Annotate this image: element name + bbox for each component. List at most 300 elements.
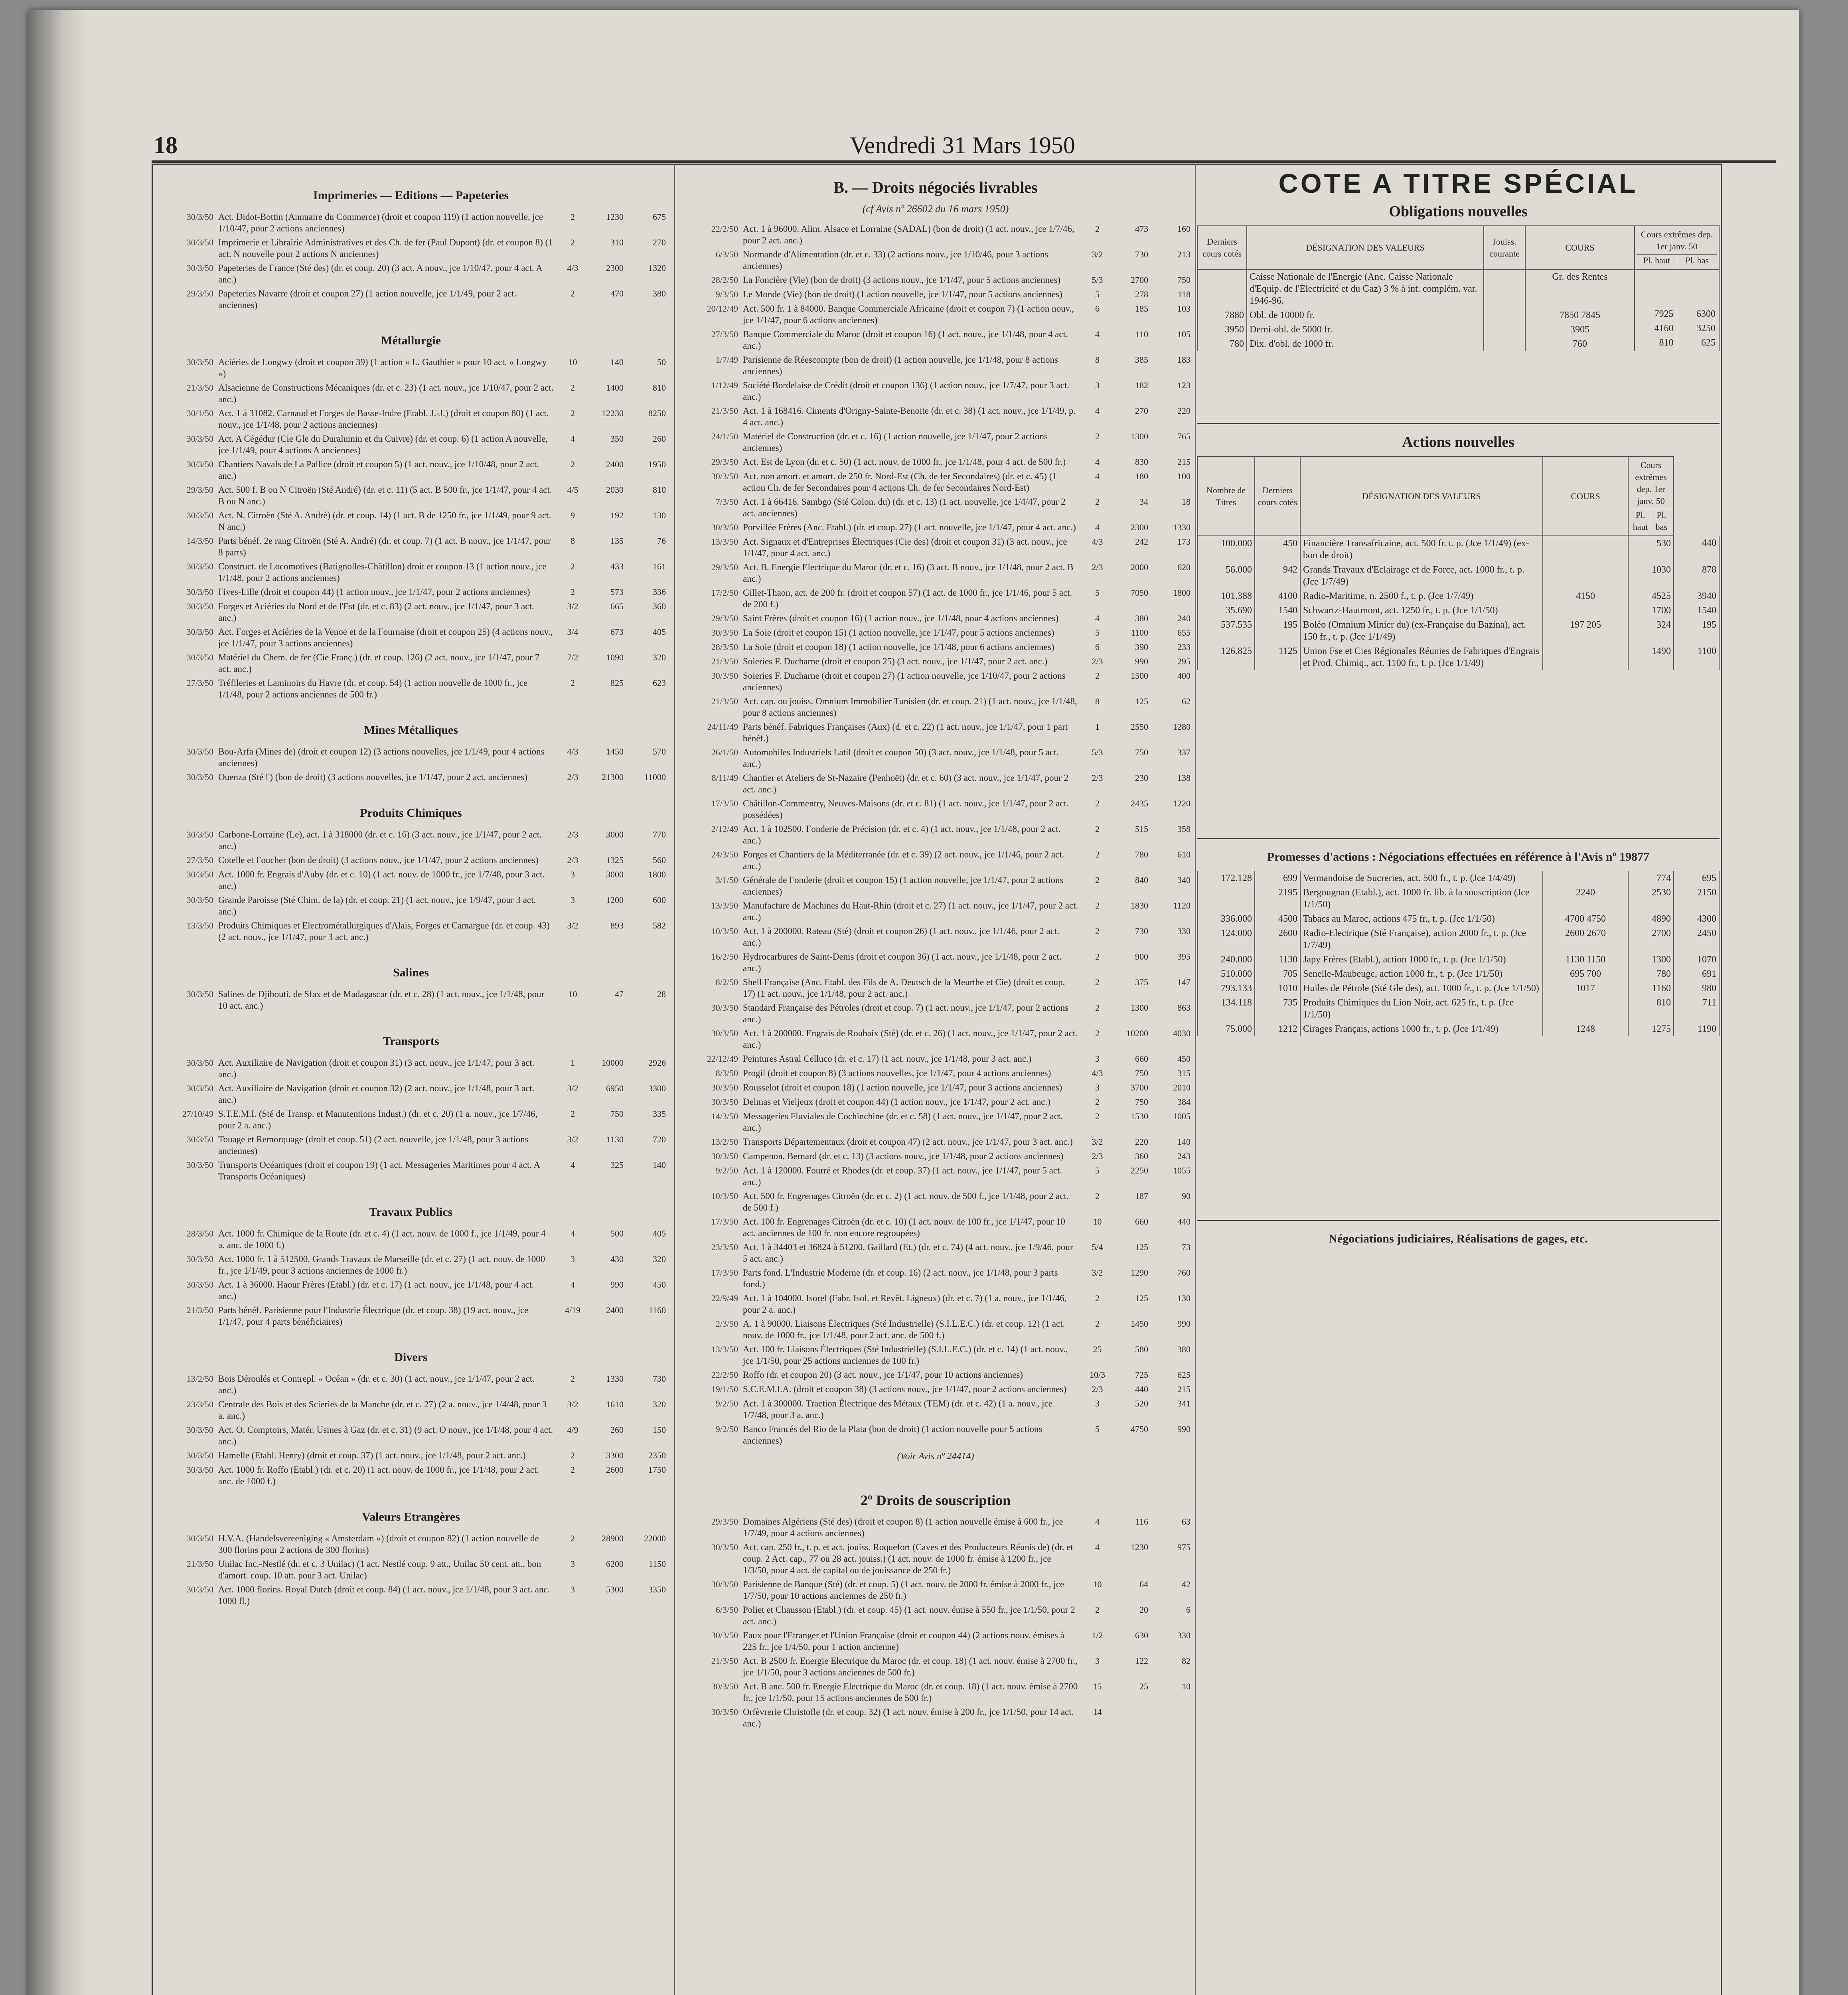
act-cote: 1125 [1255, 644, 1300, 670]
row-designation: Act. 1 à 66416. Sambgo (Sté Colon. du) (dr. et c. 13) (1 act. nouvelle, jce 1/4/47, pour 2 act. anciennes) [743, 497, 1066, 518]
oblig-haut: 810 [1659, 338, 1674, 348]
row-designation: La Soie (droit et coupon 15) (1 action nouvelle, jce 1/1/47, pour 5 actions anciennes) [743, 628, 1054, 638]
row-date: 22/12/49 [707, 1054, 738, 1064]
prom-des: Bergougnan (Etabl.), act. 1000 fr. lib. à la souscription (Jce 1/1/50) [1300, 885, 1543, 912]
row-date: 28/2/50 [711, 275, 738, 285]
row-high: 21300 [602, 772, 624, 782]
act-head-n: Nombre de Titres [1197, 456, 1255, 536]
row-low: 50 [657, 357, 666, 367]
row-ratio: 8 [571, 536, 575, 546]
row-ratio: 5/3 [1092, 275, 1103, 285]
row-high: 34 [1139, 497, 1148, 507]
row-designation: Aciéries de Longwy (droit et coupon 39) (1 action « L. Gauthier » pour 10 act. « Longwy ») [218, 357, 547, 379]
row-low: 655 [1177, 628, 1191, 638]
row-date: 29/3/50 [711, 1517, 738, 1527]
row-ratio: 2/3 [567, 830, 578, 839]
row-high: 2250 [1131, 1165, 1148, 1175]
row-ratio: 2 [1095, 671, 1100, 681]
row-high: 1200 [606, 895, 624, 905]
row-date: 30/3/50 [711, 1542, 738, 1552]
row-ratio: 2 [1095, 1605, 1100, 1615]
row-high: 673 [610, 627, 624, 637]
row-date: 29/3/50 [711, 457, 738, 467]
row-low: 103 [1177, 304, 1191, 314]
act-bas: 3940 [1674, 589, 1719, 603]
row-designation: Act. 500 fr. Engrenages Citroën (dr. et c. 2) (1 act. nouv. de 500 f., jce 1/1/48, pour 2 act. de 500 f.) [743, 1191, 1069, 1213]
row-date: 8/3/50 [715, 1068, 738, 1078]
row-date: 9/2/50 [715, 1165, 738, 1175]
row-designation: Matériel du Chem. de fer (Cie Franç.) (dr. et coup. 126) (2 act. nouv., jce 1/1/47, pour 7 act. anc.) [218, 652, 540, 674]
row-ratio: 3 [571, 895, 575, 905]
row-designation: Grande Paroisse (Sté Chim. de la) (dr. et coup. 21) (1 act. nouv., jce 1/9/47, pour 3 act. anc.) [218, 895, 536, 917]
row-ratio: 5 [1095, 588, 1100, 598]
row-high: 750 [1135, 1068, 1148, 1078]
row-date: 1/12/49 [711, 380, 738, 390]
row-date: 8/11/49 [711, 773, 738, 783]
row-designation: Salines de Djibouti, de Sfax et de Madagascar (dr. et c. 28) (1 act. nouv., jce 1/1/48, pour 10 act. anc.) [218, 989, 545, 1011]
row-low: 450 [1177, 1054, 1191, 1064]
prom-bas: 980 [1674, 981, 1719, 996]
row-ratio: 4/3 [567, 747, 578, 757]
prom-cours: 1248 [1543, 1022, 1628, 1036]
row-high: 1450 [606, 747, 624, 757]
row-date: 30/1/50 [186, 408, 213, 418]
row-low: 2010 [1173, 1082, 1191, 1092]
row-ratio: 8 [1095, 355, 1100, 365]
row-date: 22/9/49 [711, 1293, 738, 1303]
row-date: 30/3/50 [186, 1254, 213, 1264]
row-high: 1325 [606, 855, 624, 865]
row-low: 380 [653, 288, 666, 298]
row-high: 20 [1139, 1605, 1148, 1615]
row-low: 18 [1182, 497, 1191, 507]
row-designation: La Foncière (Vie) (bon de droit) (3 actions nouv., jce 1/1/47, pour 5 actions anciennes) [743, 275, 1061, 285]
row-ratio: 2 [1095, 431, 1100, 441]
row-ratio: 4/9 [567, 1425, 578, 1435]
prom-haut: 1300 [1628, 952, 1674, 967]
row-ratio: 4/3 [567, 263, 578, 273]
oblig-des: Obl. de 10000 fr. [1247, 308, 1484, 322]
prom-bas: 1190 [1674, 1022, 1719, 1036]
row-low: 336 [653, 587, 666, 597]
prom-bas: 1070 [1674, 952, 1719, 967]
page-frame [152, 164, 1722, 1995]
act-des: Union Fse et Cies Régionales Réunies de Fabriques d'Engrais et Prod. Chimiq., act. 1100 fr., t. p. (Jce 1/1/49) [1300, 644, 1543, 670]
section-title: Métallurgie [381, 334, 441, 347]
row-date: 30/3/50 [186, 434, 213, 444]
row-designation: Act. 1000 fr. Roffo (Etabl.) (dr. et c. 20) (1 act. nouv. de 1000 fr., jce 1/1/48, pour 2 act. anc. de 1000 f.) [218, 1465, 539, 1486]
row-high: 1300 [1131, 431, 1148, 441]
row-low: 3350 [648, 1584, 666, 1594]
row-date: 24/3/50 [711, 849, 738, 859]
row-designation: Centrale des Bois et des Scieries de la Manche (dr. et c. 27) (2 a. nouv., jce 1/4/48, pour 3 a. anc.) [218, 1399, 547, 1421]
row-date: 30/3/50 [186, 357, 213, 367]
page-number: 18 [154, 132, 178, 158]
row-date: 17/3/50 [711, 1217, 738, 1227]
row-ratio: 3/2 [567, 920, 578, 930]
row-low: 765 [1177, 431, 1191, 441]
row-low: 760 [1177, 1268, 1191, 1278]
row-high: 2700 [1131, 275, 1148, 285]
row-low: 330 [1177, 1630, 1191, 1640]
row-date: 30/3/50 [186, 459, 213, 469]
row-low: 90 [1182, 1191, 1191, 1201]
row-designation: Cotelle et Foucher (bon de droit) (3 actions nouv., jce 1/1/47, pour 2 actions anciennes) [218, 855, 539, 865]
row-ratio: 4 [1095, 457, 1100, 467]
row-low: 130 [653, 510, 666, 520]
row-date: 29/3/50 [186, 485, 213, 495]
row-designation: Papeteries de France (Sté des) (dr. et coup. 20) (3 act. A nouv., jce 1/10/47, pour 4 act. A anc.) [218, 263, 542, 284]
row-low: 130 [1177, 1293, 1191, 1303]
row-low: 1160 [648, 1305, 666, 1315]
row-designation: Tréfileries et Laminoirs du Havre (dr. et coup. 54) (1 action nouvelle de 1000 fr., jce 1/1/48, pour 2 actions anciennes de 500 fr.) [218, 678, 528, 699]
row-designation: Saint Frères (droit et coupon 16) (1 action nouv., jce 1/1/48, pour 4 actions anciennes) [743, 613, 1059, 623]
row-designation: Le Monde (Vie) (bon de droit) (1 action nouvelle, jce 1/1/47, pour 5 actions anciennes) [743, 289, 1062, 299]
row-designation: Société Bordelaise de Crédit (droit et coupon 136) (1 action nouv., jce 1/7/47, pour 3 act. anc.) [743, 380, 1069, 402]
row-high: 2000 [1131, 562, 1148, 572]
prom-cours: 2240 [1543, 885, 1628, 912]
prom-haut: 810 [1628, 996, 1674, 1022]
prom-cote: 4500 [1255, 912, 1300, 926]
row-ratio: 6 [1095, 642, 1100, 652]
row-date: 22/2/50 [711, 224, 738, 234]
row-low: 260 [653, 434, 666, 444]
row-low: 10 [1182, 1681, 1191, 1691]
col-divider-1 [674, 164, 675, 1995]
prom-cours: 1017 [1543, 981, 1628, 996]
section-title: Divers [394, 1351, 428, 1364]
row-low: 173 [1177, 537, 1191, 547]
row-date: 14/3/50 [711, 1111, 738, 1121]
row-high: 1610 [606, 1399, 624, 1409]
row-designation: Act. 1 à 200000. Engrais de Roubaix (Sté) (dr. et c. 26) (1 act. nouv., jce 1/1/47, pour 2 act. anc.) [743, 1028, 1078, 1050]
row-high: 990 [1135, 656, 1148, 666]
row-designation: Transports Départementaux (droit et coupon 47) (2 act. nouv., jce 1/1/47, pour 3 act. anc.) [743, 1137, 1073, 1147]
row-ratio: 2 [571, 459, 575, 469]
row-date: 21/3/50 [186, 1305, 213, 1315]
row-date: 9/2/50 [715, 1424, 738, 1434]
row-low: 150 [653, 1425, 666, 1435]
row-date: 30/3/50 [186, 627, 213, 637]
row-high: 110 [1135, 329, 1148, 339]
row-date: 13/3/50 [711, 901, 738, 911]
oblig-des: Dix. d'obl. de 1000 fr. [1247, 337, 1484, 351]
row-ratio: 14 [1093, 1707, 1102, 1717]
oblig-head-extremes-label: Cours extrêmes dep. 1er janv. 50 [1641, 229, 1713, 251]
row-date: 30/3/50 [186, 212, 213, 222]
row-high: 116 [1135, 1517, 1148, 1527]
row-designation: Act. O. Comptoirs, Matér. Usines à Gaz (dr. et c. 31) (9 act. O nouv., jce 1/1/48, pour 4 act. anc.) [218, 1425, 553, 1446]
row-designation: Imprimerie et Librairie Administratives et des Ch. de fer (Paul Dupont) (dr. et coupon 8) (1 act. N nouvelle pour 2 actions N anciennes) [218, 237, 553, 259]
prom-cote: 1130 [1255, 952, 1300, 967]
row-ratio: 5 [1095, 289, 1100, 299]
row-low: 63 [1182, 1517, 1191, 1527]
row-high: 2400 [606, 1305, 624, 1315]
row-date: 30/3/50 [186, 1465, 213, 1475]
row-date: 13/3/50 [711, 1344, 738, 1354]
row-ratio: 4 [571, 434, 575, 444]
row-designation: Manufacture de Machines du Haut-Rhin (droit et c. 27) (1 act. nouv., jce 1/1/47, pour 2 act. anc.) [743, 901, 1078, 922]
mid-subtitle: (cf Avis nº 26602 du 16 mars 1950) [862, 203, 1009, 215]
row-designation: Roffo (dr. et coupon 20) (3 act. nouv., jce 1/1/47, pour 10 actions anciennes) [743, 1370, 1023, 1380]
row-designation: Act. 1 à 34403 et 36824 à 51200. Gaillard (Et.) (dr. et c. 74) (4 act. nouv., jce 1/9/46, pour 5 act. anc.) [743, 1242, 1073, 1264]
act-bas: 878 [1674, 563, 1719, 589]
row-high: 750 [1135, 1097, 1148, 1107]
row-ratio: 5/3 [1092, 747, 1103, 757]
obligations-title: Obligations nouvelles [1389, 203, 1528, 220]
row-date: 13/2/50 [711, 1137, 738, 1147]
row-high: 230 [1135, 773, 1148, 783]
row-low: 82 [1182, 1656, 1191, 1666]
row-low: 76 [657, 536, 666, 546]
row-designation: Act. 1000 fr. Engrais d'Auby (dr. et c. 10) (1 act. nouv. de 1000 fr., jce 1/7/48, pour 3 act. anc.) [218, 869, 545, 891]
oblig-head-cours: COURS [1525, 226, 1635, 269]
row-ratio: 10 [1093, 1579, 1102, 1589]
row-high: 187 [1135, 1191, 1148, 1201]
row-date: 30/3/50 [186, 1450, 213, 1460]
row-high: 1500 [1131, 671, 1148, 681]
row-date: 3/1/50 [715, 875, 738, 885]
row-designation: Act. Auxiliaire de Navigation (droit et coupon 32) (2 act. nouv., jce 1/1/48, pour 3 act. anc.) [218, 1083, 535, 1105]
act-des: Grands Travaux d'Eclairage et de Force, act. 1000 fr., t. p. (Jce 1/7/49) [1300, 563, 1543, 589]
row-ratio: 2/3 [1092, 562, 1103, 572]
row-date: 30/3/50 [711, 1082, 738, 1092]
row-designation: Orfèvrerie Christofle (dr. et coup. 32) (1 act. nouv. émise à 200 fr., jce 1/1/50, pour 14 act. anc.) [743, 1707, 1074, 1728]
row-designation: Hydrocarbures de Saint-Denis (droit et coupon 36) (1 act. nouv., jce 1/1/48, pour 2 act. anc.) [743, 952, 1062, 973]
mid-sub-title: 2º Droits de souscription [860, 1492, 1011, 1508]
act-bas: 1100 [1674, 644, 1719, 670]
row-high: 440 [1135, 1384, 1148, 1394]
section-title: Travaux Publics [369, 1205, 453, 1219]
row-ratio: 3/2 [1092, 249, 1103, 259]
row-ratio: 2 [1095, 224, 1100, 234]
row-ratio: 2 [571, 288, 575, 298]
row-low: 240 [1177, 613, 1191, 623]
prom-des: Senelle-Maubeuge, action 1000 fr., t. p. (Jce 1/1/50) [1300, 967, 1543, 981]
row-ratio: 4 [1095, 1542, 1100, 1552]
mid-note: (Voir Avis nº 24414) [897, 1451, 974, 1462]
row-high: 893 [610, 920, 624, 930]
oblig-cote: 3950 [1197, 322, 1247, 337]
row-date: 24/11/49 [707, 722, 738, 732]
row-ratio: 2 [1095, 497, 1100, 507]
row-low: 570 [653, 747, 666, 757]
row-low: 384 [1177, 1097, 1191, 1107]
row-date: 30/3/50 [186, 237, 213, 247]
row-low: 1950 [648, 459, 666, 469]
row-designation: S.C.E.M.I.A. (droit et coupon 38) (3 actions nouv., jce 1/1/47, pour 2 actions anciennes) [743, 1384, 1067, 1394]
row-low: 1120 [1173, 901, 1191, 911]
row-high: 1090 [606, 652, 624, 662]
row-ratio: 2 [1095, 1097, 1100, 1107]
oblig-head-jouiss: Jouiss. courante [1484, 226, 1525, 269]
row-date: 30/3/50 [186, 1134, 213, 1144]
row-ratio: 9 [571, 510, 575, 520]
row-low: 1750 [648, 1465, 666, 1475]
row-date: 13/2/50 [186, 1374, 213, 1384]
row-low: 2926 [648, 1058, 666, 1068]
row-date: 10/3/50 [711, 926, 738, 936]
row-low: 28 [657, 989, 666, 999]
prom-des: Radio-Electrique (Sté Française), action 2000 fr., t. p. (Jce 1/7/49) [1300, 926, 1543, 952]
row-date: 30/3/50 [711, 471, 738, 481]
oblig-haut: 7925 [1654, 309, 1674, 319]
row-high: 25 [1139, 1681, 1148, 1691]
row-low: 810 [653, 383, 666, 393]
row-designation: Standard Française des Pétroles (droit et coup. 7) (1 act. nouv., jce 1/1/47, pour 2 actions anc.) [743, 1003, 1069, 1024]
row-date: 8/2/50 [715, 977, 738, 987]
col-divider-2 [1195, 164, 1196, 1995]
row-ratio: 2/3 [1092, 656, 1103, 666]
row-date: 30/3/50 [711, 1028, 738, 1038]
row-designation: Parts fond. L'Industrie Moderne (dr. et coup. 16) (2 act. nouv., jce 1/1/48, pour 3 parts fond.) [743, 1268, 1058, 1289]
row-low: 730 [653, 1374, 666, 1384]
row-date: 21/3/50 [711, 1656, 738, 1666]
row-low: 750 [1177, 275, 1191, 285]
act-head-cours: COURS [1543, 456, 1628, 536]
row-high: 6950 [606, 1083, 624, 1093]
oblig-cours: 760 [1525, 337, 1635, 351]
row-low: 4030 [1173, 1028, 1191, 1038]
row-designation: Act. 1000 fr. 1 à 512500. Grands Travaux de Marseille (dr. et c. 27) (1 act. nouv. de 1000 fr., jce 1/1/49, pour 3 actions anciennes de 1000 fr.) [218, 1254, 545, 1276]
row-date: 30/3/50 [711, 1707, 738, 1717]
row-high: 1400 [606, 383, 624, 393]
act-n: 35.690 [1197, 603, 1255, 618]
row-ratio: 3/2 [1092, 1137, 1103, 1147]
row-low: 161 [653, 561, 666, 571]
row-high: 825 [610, 678, 624, 688]
row-designation: Act. 1 à 96000. Alim. Alsace et Lorraine (SADAL) (bon de droit) (1 act. nouv., jce 1/7/46, pour 2 act. anc.) [743, 224, 1074, 245]
page-binding-shadow [28, 10, 88, 1995]
row-date: 26/1/50 [711, 747, 738, 757]
row-low: 213 [1177, 249, 1191, 259]
row-high: 140 [610, 357, 624, 367]
row-low: 990 [1177, 1319, 1191, 1329]
row-date: 2/12/49 [711, 824, 738, 834]
row-high: 520 [1135, 1398, 1148, 1408]
prom-des: Japy Frères (Etabl.), action 1000 fr., t. p. (Jce 1/1/50) [1300, 952, 1543, 967]
row-ratio: 15 [1093, 1681, 1102, 1691]
prom-bas: 711 [1674, 996, 1719, 1022]
row-date: 16/2/50 [711, 952, 738, 962]
prom-cours: 695 700 [1543, 967, 1628, 981]
row-low: 1055 [1173, 1165, 1191, 1175]
row-low: 215 [1177, 457, 1191, 467]
row-ratio: 25 [1093, 1344, 1102, 1354]
row-date: 29/3/50 [711, 613, 738, 623]
row-high: 192 [610, 510, 624, 520]
row-date: 30/3/50 [186, 869, 213, 879]
prom-cours: 4700 4750 [1543, 912, 1628, 926]
oblig-cote: 7880 [1197, 308, 1247, 322]
row-date: 30/3/50 [711, 671, 738, 681]
act-cote: 1540 [1255, 603, 1300, 618]
row-designation: Parisienne de Banque (Sté) (dr. et coup. 5) (1 act. nouv. de 2000 fr. émise à 2000 fr., jce 1/7/50, pour 10 actions anciennes de 250 fr.) [743, 1579, 1064, 1601]
mid-title: B. — Droits négociés livrables [833, 178, 1038, 196]
row-ratio: 10 [568, 989, 577, 999]
prom-haut: 2700 [1628, 926, 1674, 952]
row-high: 750 [1135, 747, 1148, 757]
row-date: 30/3/50 [186, 652, 213, 662]
row-low: 42 [1182, 1579, 1191, 1589]
row-date: 6/3/50 [715, 249, 738, 259]
row-low: 1150 [648, 1559, 666, 1569]
row-low: 623 [653, 678, 666, 688]
oblig-head-cote: Derniers cours cotés [1197, 226, 1247, 269]
row-high: 433 [610, 561, 624, 571]
row-high: 28900 [602, 1533, 624, 1543]
row-date: 28/3/50 [186, 1229, 213, 1238]
prom-n: 510.000 [1197, 967, 1255, 981]
prom-cours: 2600 2670 [1543, 926, 1628, 952]
row-ratio: 2 [1095, 977, 1100, 987]
row-date: 10/3/50 [711, 1191, 738, 1201]
row-high: 47 [615, 989, 624, 999]
act-cours: 197 205 [1543, 618, 1628, 644]
act-head-bas: Pl. bas [1651, 509, 1672, 533]
row-low: 720 [653, 1134, 666, 1144]
oblig-head-des: DÉSIGNATION DES VALEURS [1247, 226, 1484, 269]
row-designation: Act. 100 fr. Liaisons Électriques (Sté Industrielle) (S.I.L.E.C.) (dr. et c. 14) (1 act. nouv., jce 1/1/50, pour 25 actions anciennes de 100 fr.) [743, 1344, 1068, 1366]
row-ratio: 3 [1095, 1082, 1100, 1092]
page-date: Vendredi 31 Mars 1950 [850, 132, 1075, 158]
row-ratio: 4/5 [567, 485, 578, 495]
row-date: 30/3/50 [711, 1630, 738, 1640]
row-high: 1290 [1131, 1268, 1148, 1278]
row-high: 1300 [1131, 1003, 1148, 1013]
row-date: 30/3/50 [186, 747, 213, 757]
row-date: 9/3/50 [715, 289, 738, 299]
row-designation: Act. Didot-Bottin (Annuaire du Commerce) (droit et coupon 119) (1 action nouvelle, jce 1/10/47, pour 2 actions anciennes) [218, 212, 543, 233]
row-high: 730 [1135, 926, 1148, 936]
row-low: 315 [1177, 1068, 1191, 1078]
row-ratio: 2 [1095, 849, 1100, 859]
act-haut: 530 [1628, 536, 1674, 563]
act-cote: 195 [1255, 618, 1300, 644]
row-date: 17/3/50 [711, 1268, 738, 1278]
row-high: 260 [610, 1425, 624, 1435]
row-low: 440 [1177, 1217, 1191, 1227]
row-ratio: 2 [1095, 1111, 1100, 1121]
prom-n: 124.000 [1197, 926, 1255, 952]
row-high: 2400 [606, 459, 624, 469]
act-des: Radio-Maritime, n. 2500 f., t. p. (Jce 1/7/49) [1300, 589, 1543, 603]
oblig-bas: 625 [1677, 337, 1719, 349]
row-designation: Construct. de Locomotives (Batignolles-Châtillon) droit et coupon 13 (1 action nouv., jce 1/1/48, pour 2 actions anciennes) [218, 561, 547, 583]
section-title: Transports [383, 1035, 439, 1048]
oblig-haut: 4160 [1654, 323, 1674, 334]
prom-cote: 2195 [1255, 885, 1300, 912]
row-high: 430 [610, 1254, 624, 1264]
row-ratio: 2 [1095, 1003, 1100, 1013]
row-date: 7/3/50 [715, 497, 738, 507]
prom-bas: 4300 [1674, 912, 1719, 926]
row-designation: Act. non amort. et amort. de 250 fr. Nord-Est (Ch. de fer Secondaires) (dr. et c. 45) (1 action Ch. de fer Secondaires pour 4 actions Ch. de fer Secondaires Nord-Est) [743, 471, 1057, 493]
act-haut: 324 [1628, 618, 1674, 644]
row-designation: Carbone-Lorraine (Le), act. 1 à 318000 (dr. et c. 16) (3 act. nouv., jce 1/1/47, pour 2 act. anc.) [218, 830, 542, 851]
row-designation: Gillet-Thaon, act. de 200 fr. (droit et coupon 57) (1 act. de 1000 fr., jce 1/1/46, pour 5 act. de 200 f.) [743, 588, 1072, 609]
row-low: 215 [1177, 1384, 1191, 1394]
row-low: 320 [653, 1254, 666, 1264]
row-ratio: 2/3 [1092, 1384, 1103, 1394]
act-des: Financière Transafricaine, act. 500 fr. t. p. (Jce 1/1/49) (ex-bon de droit) [1300, 536, 1543, 563]
prom-cours: 1130 1150 [1543, 952, 1628, 967]
row-date: 9/2/50 [715, 1398, 738, 1408]
row-date: 29/3/50 [711, 562, 738, 572]
row-high: 380 [1135, 613, 1148, 623]
row-high: 360 [1135, 1151, 1148, 1161]
row-ratio: 10 [1093, 1217, 1102, 1227]
